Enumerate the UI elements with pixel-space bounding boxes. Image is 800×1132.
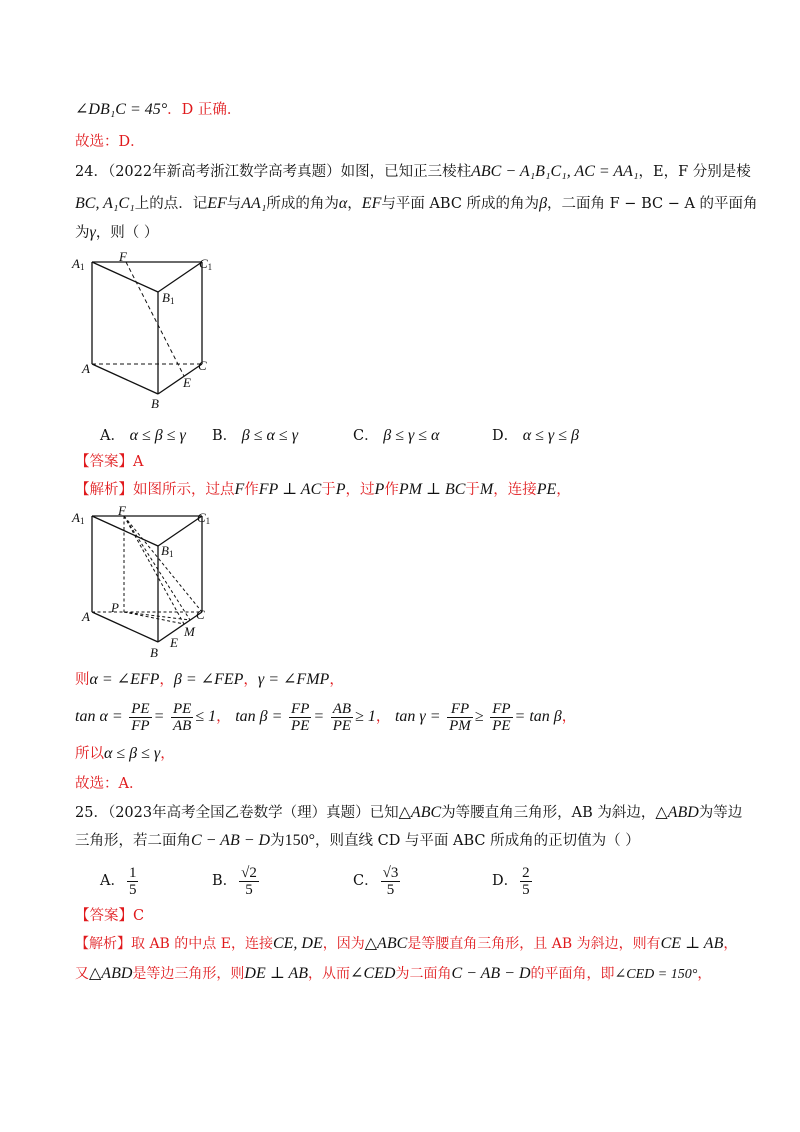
top-answer-line: 故选：D． — [75, 134, 145, 150]
q24-math: ABC − A₁B₁C₁, AC = AA₁ — [471, 163, 639, 180]
label-A: A — [82, 361, 90, 376]
label-B1: $B_1$ — [162, 290, 175, 306]
q25-line1: 25．（2023年高考全国乙卷数学（理）真题）已知△ABC为等腰直角三角形，AB 为斜边，△ABD为等边 — [75, 804, 743, 821]
angle-expression: ∠DB₁C = 45° — [75, 101, 168, 118]
q24-text: 与平面 ABC 所成的角为 — [381, 196, 540, 212]
q24-text: ，E，F 分别是棱 — [638, 164, 751, 180]
q24-math: AA₁ — [241, 195, 267, 212]
label-A-fig2: A — [82, 609, 90, 624]
label-F: F — [119, 249, 127, 264]
q25-line2: 三角形，若二面角C − AB − D为150°，则直线 CD 与平面 ABC 所成角的正切值为（ ） — [75, 832, 640, 849]
q24-line3 — [75, 223, 158, 243]
q24-math: BC, A₁C₁ — [75, 195, 135, 212]
q24-math: α — [338, 195, 348, 212]
prism-figure-1 — [80, 252, 220, 412]
q24-line2 — [75, 194, 758, 214]
label-C: C — [198, 358, 207, 373]
q24-text: 如图，已知正三棱柱 — [340, 164, 472, 180]
q24-math: EF — [207, 195, 227, 212]
label-F-fig2: F — [118, 503, 126, 518]
frac-fp-pe: $\frac{FP}{PE}$ — [291, 700, 310, 734]
frac-fp-pe-2: $\frac{FP}{PE}$ — [492, 700, 511, 734]
label-B1-fig2: $B_1$ — [161, 543, 174, 559]
label-M: M — [184, 624, 195, 639]
q25-option-d[interactable]: D． $\frac{2}{5}$ — [492, 864, 530, 898]
q25-analysis-line1: 【解析】取 AB 的中点 E，连接CE, DE，因为△ABC是等腰直角三角形，且 AB 为斜边，则有CE ⊥ AB， — [75, 935, 738, 952]
q24-analysis: 【解析】如图所示，过点F作FP ⊥ AC于P，过P作PM ⊥ BC于M，连接PE， — [75, 481, 571, 498]
label-C1-fig2: $C_1$ — [197, 510, 211, 526]
q24-so-line: 所以α ≤ β ≤ γ， — [75, 745, 175, 762]
frac-pe-ab: $\frac{PE}{AB}$ — [172, 700, 192, 734]
top-conclusion: ．D 正确． — [167, 102, 242, 118]
frac-fp-pm: $\frac{FP}{PM}$ — [449, 700, 471, 734]
label-B-fig2: B — [150, 645, 158, 660]
q24-text: 所成的角为 — [266, 196, 339, 212]
q24-answer: 【答案】A — [75, 454, 144, 470]
frac-ab-pe: $\frac{AB}{PE}$ — [332, 700, 352, 734]
label-A1: $A_1$ — [72, 256, 85, 272]
prism-figure-2 — [80, 506, 220, 656]
q24-line1 — [75, 162, 751, 182]
top-line — [75, 100, 241, 120]
q24-tan-line: tan α = $\frac{PE}{FP}$ = $\frac{PE}{AB}$ ≤ 1， tan β = $\frac{FP}{PE}$ = $\frac{AB}{PE}$ ≥ 1， tan γ = $\frac{FP}{PM}$ ≥ $\frac{FP}{PE}$ = tan β， — [75, 700, 577, 734]
label-A1-fig2: $A_1$ — [72, 510, 85, 526]
q24-math: EF — [361, 195, 382, 212]
q24-option-c[interactable]: C． β ≤ γ ≤ α — [353, 427, 440, 444]
q24-text: 上的点．记 — [134, 196, 208, 212]
label-E-fig2: E — [170, 635, 178, 650]
q24-text: ，二面角 F − BC − A 的平面角 — [547, 196, 758, 212]
q24-math: γ — [89, 224, 96, 241]
q24-text: 与 — [226, 196, 242, 212]
q25-option-a[interactable]: A． $\frac{1}{5}$ — [100, 864, 137, 898]
label-C1: $C_1$ — [199, 256, 213, 272]
q25-option-c[interactable]: C． $\frac{√3}{5}$ — [353, 864, 399, 898]
label-C-fig2: C — [196, 607, 205, 622]
q25-analysis-line2: 又△ABD是等边三角形，则DE ⊥ AB，从而∠CED为二面角C − AB − D的平面角，即∠CED = 150°， — [75, 965, 712, 982]
frac-pe-fp: $\frac{PE}{FP}$ — [131, 700, 150, 734]
q24-text: ， — [347, 196, 362, 212]
q24-number: 24． — [75, 164, 108, 180]
q25-answer: 【答案】C — [75, 908, 145, 924]
label-B: B — [151, 396, 159, 411]
q24-source: （2022年新高考浙江数学高考真题） — [107, 164, 341, 180]
q24-option-b[interactable]: B． β ≤ α ≤ γ — [212, 427, 298, 444]
q24-option-d[interactable]: D． α ≤ γ ≤ β — [492, 427, 579, 444]
q24-option-a[interactable]: A． α ≤ β ≤ γ — [100, 427, 186, 444]
q24-final: 故选：A． — [75, 776, 144, 792]
q24-text: ，则（ ） — [95, 225, 159, 241]
q25-option-b[interactable]: B． $\frac{√2}{5}$ — [212, 864, 257, 898]
label-P: P — [111, 600, 119, 615]
q24-then-line: 则α = ∠EFP，β = ∠FEP，γ = ∠FMP， — [75, 671, 344, 688]
q24-text: 为 — [75, 225, 90, 241]
q24-math: β — [539, 195, 548, 212]
label-E: E — [183, 375, 191, 390]
